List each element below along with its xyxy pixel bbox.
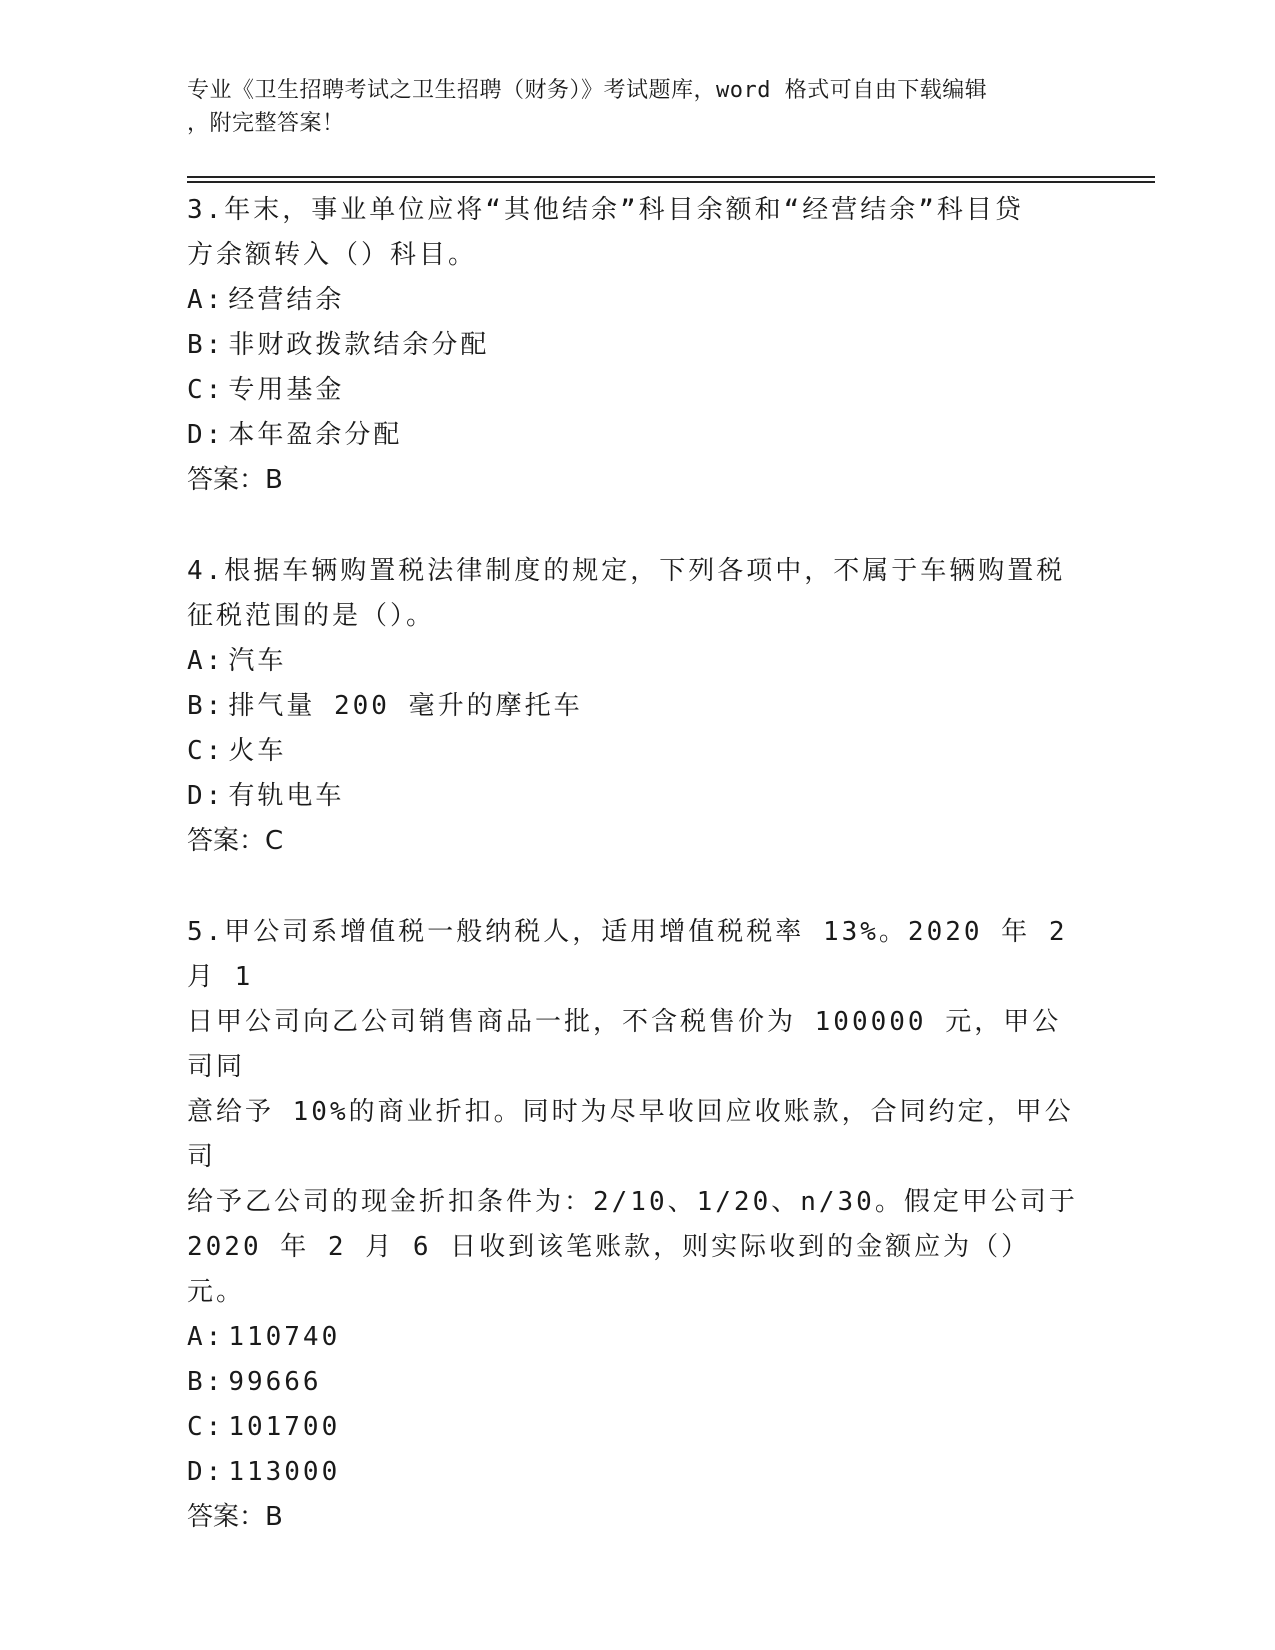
option-text: 经营结余 xyxy=(228,285,345,315)
option-d xyxy=(187,1450,1087,1495)
option-a xyxy=(187,1315,1087,1360)
option-letter: D: xyxy=(187,420,225,450)
option-c xyxy=(187,729,1087,774)
option-text: 110740 xyxy=(228,1322,341,1352)
question-3 xyxy=(187,188,1087,503)
question-text-line: 方余额转入（）科目。 xyxy=(187,240,478,270)
option-letter: D: xyxy=(187,1457,225,1487)
question-spacer xyxy=(187,864,1087,910)
header-line-1: 专业《卫生招聘考试之卫生招聘（财务）》考试题库，word 格式可自由下载编辑 xyxy=(187,78,988,103)
option-text: 汽车 xyxy=(228,646,287,676)
question-text-line: 2020 年 2 月 6 日收到该笔账款，则实际收到的金额应为（）元。 xyxy=(187,1232,1031,1307)
question-spacer xyxy=(187,503,1087,549)
question-text-line: 给予乙公司的现金折扣条件为：2/10、1/20、n/30。假定甲公司于 xyxy=(187,1187,1078,1217)
option-d xyxy=(187,413,1087,458)
option-b xyxy=(187,1360,1087,1405)
question-4 xyxy=(187,549,1087,864)
header-line-2: ，附完整答案！ xyxy=(187,111,345,136)
option-b xyxy=(187,684,1087,729)
option-letter: C: xyxy=(187,375,225,405)
option-a xyxy=(187,278,1087,323)
option-a xyxy=(187,639,1087,684)
document-header xyxy=(187,74,1067,140)
answer-line: 答案：B xyxy=(187,465,283,495)
option-letter: B: xyxy=(187,691,225,721)
option-c xyxy=(187,1405,1087,1450)
question-text-line: 5.甲公司系增值税一般纳税人，适用增值税税率 13%。2020 年 2 月 1 xyxy=(187,917,1068,992)
option-letter: A: xyxy=(187,646,225,676)
option-letter: C: xyxy=(187,736,225,766)
question-text-line: 意给予 10%的商业折扣。同时为尽早收回应收账款，合同约定，甲公司 xyxy=(187,1097,1074,1172)
question-5 xyxy=(187,910,1087,1540)
option-text: 火车 xyxy=(228,736,287,766)
option-letter: B: xyxy=(187,1367,225,1397)
option-text: 113000 xyxy=(228,1457,341,1487)
option-letter: D: xyxy=(187,781,225,811)
option-text: 101700 xyxy=(228,1412,341,1442)
option-text: 有轨电车 xyxy=(228,781,345,811)
answer-line: 答案：B xyxy=(187,1502,283,1532)
option-c xyxy=(187,368,1087,413)
option-d xyxy=(187,774,1087,819)
option-letter: A: xyxy=(187,1322,225,1352)
option-text: 非财政拨款结余分配 xyxy=(228,330,490,360)
question-text-line: 4.根据车辆购置税法律制度的规定，下列各项中，不属于车辆购置税 xyxy=(187,556,1066,586)
header-divider-bottom xyxy=(187,181,1155,183)
option-letter: B: xyxy=(187,330,225,360)
option-text: 排气量 200 毫升的摩托车 xyxy=(228,691,583,721)
question-list xyxy=(187,188,1087,1540)
question-text-line: 3.年末，事业单位应将“其他结余”科目余额和“经营结余”科目贷 xyxy=(187,195,1024,225)
option-letter: C: xyxy=(187,1412,225,1442)
option-text: 99666 xyxy=(228,1367,322,1397)
option-text: 本年盈余分配 xyxy=(228,420,403,450)
header-divider-top xyxy=(187,176,1155,178)
answer-line: 答案：C xyxy=(187,826,284,856)
option-text: 专用基金 xyxy=(228,375,345,405)
question-text-line: 日甲公司向乙公司销售商品一批，不含税售价为 100000 元，甲公司同 xyxy=(187,1007,1062,1082)
question-text-line: 征税范围的是（）。 xyxy=(187,601,436,631)
option-letter: A: xyxy=(187,285,225,315)
option-b xyxy=(187,323,1087,368)
